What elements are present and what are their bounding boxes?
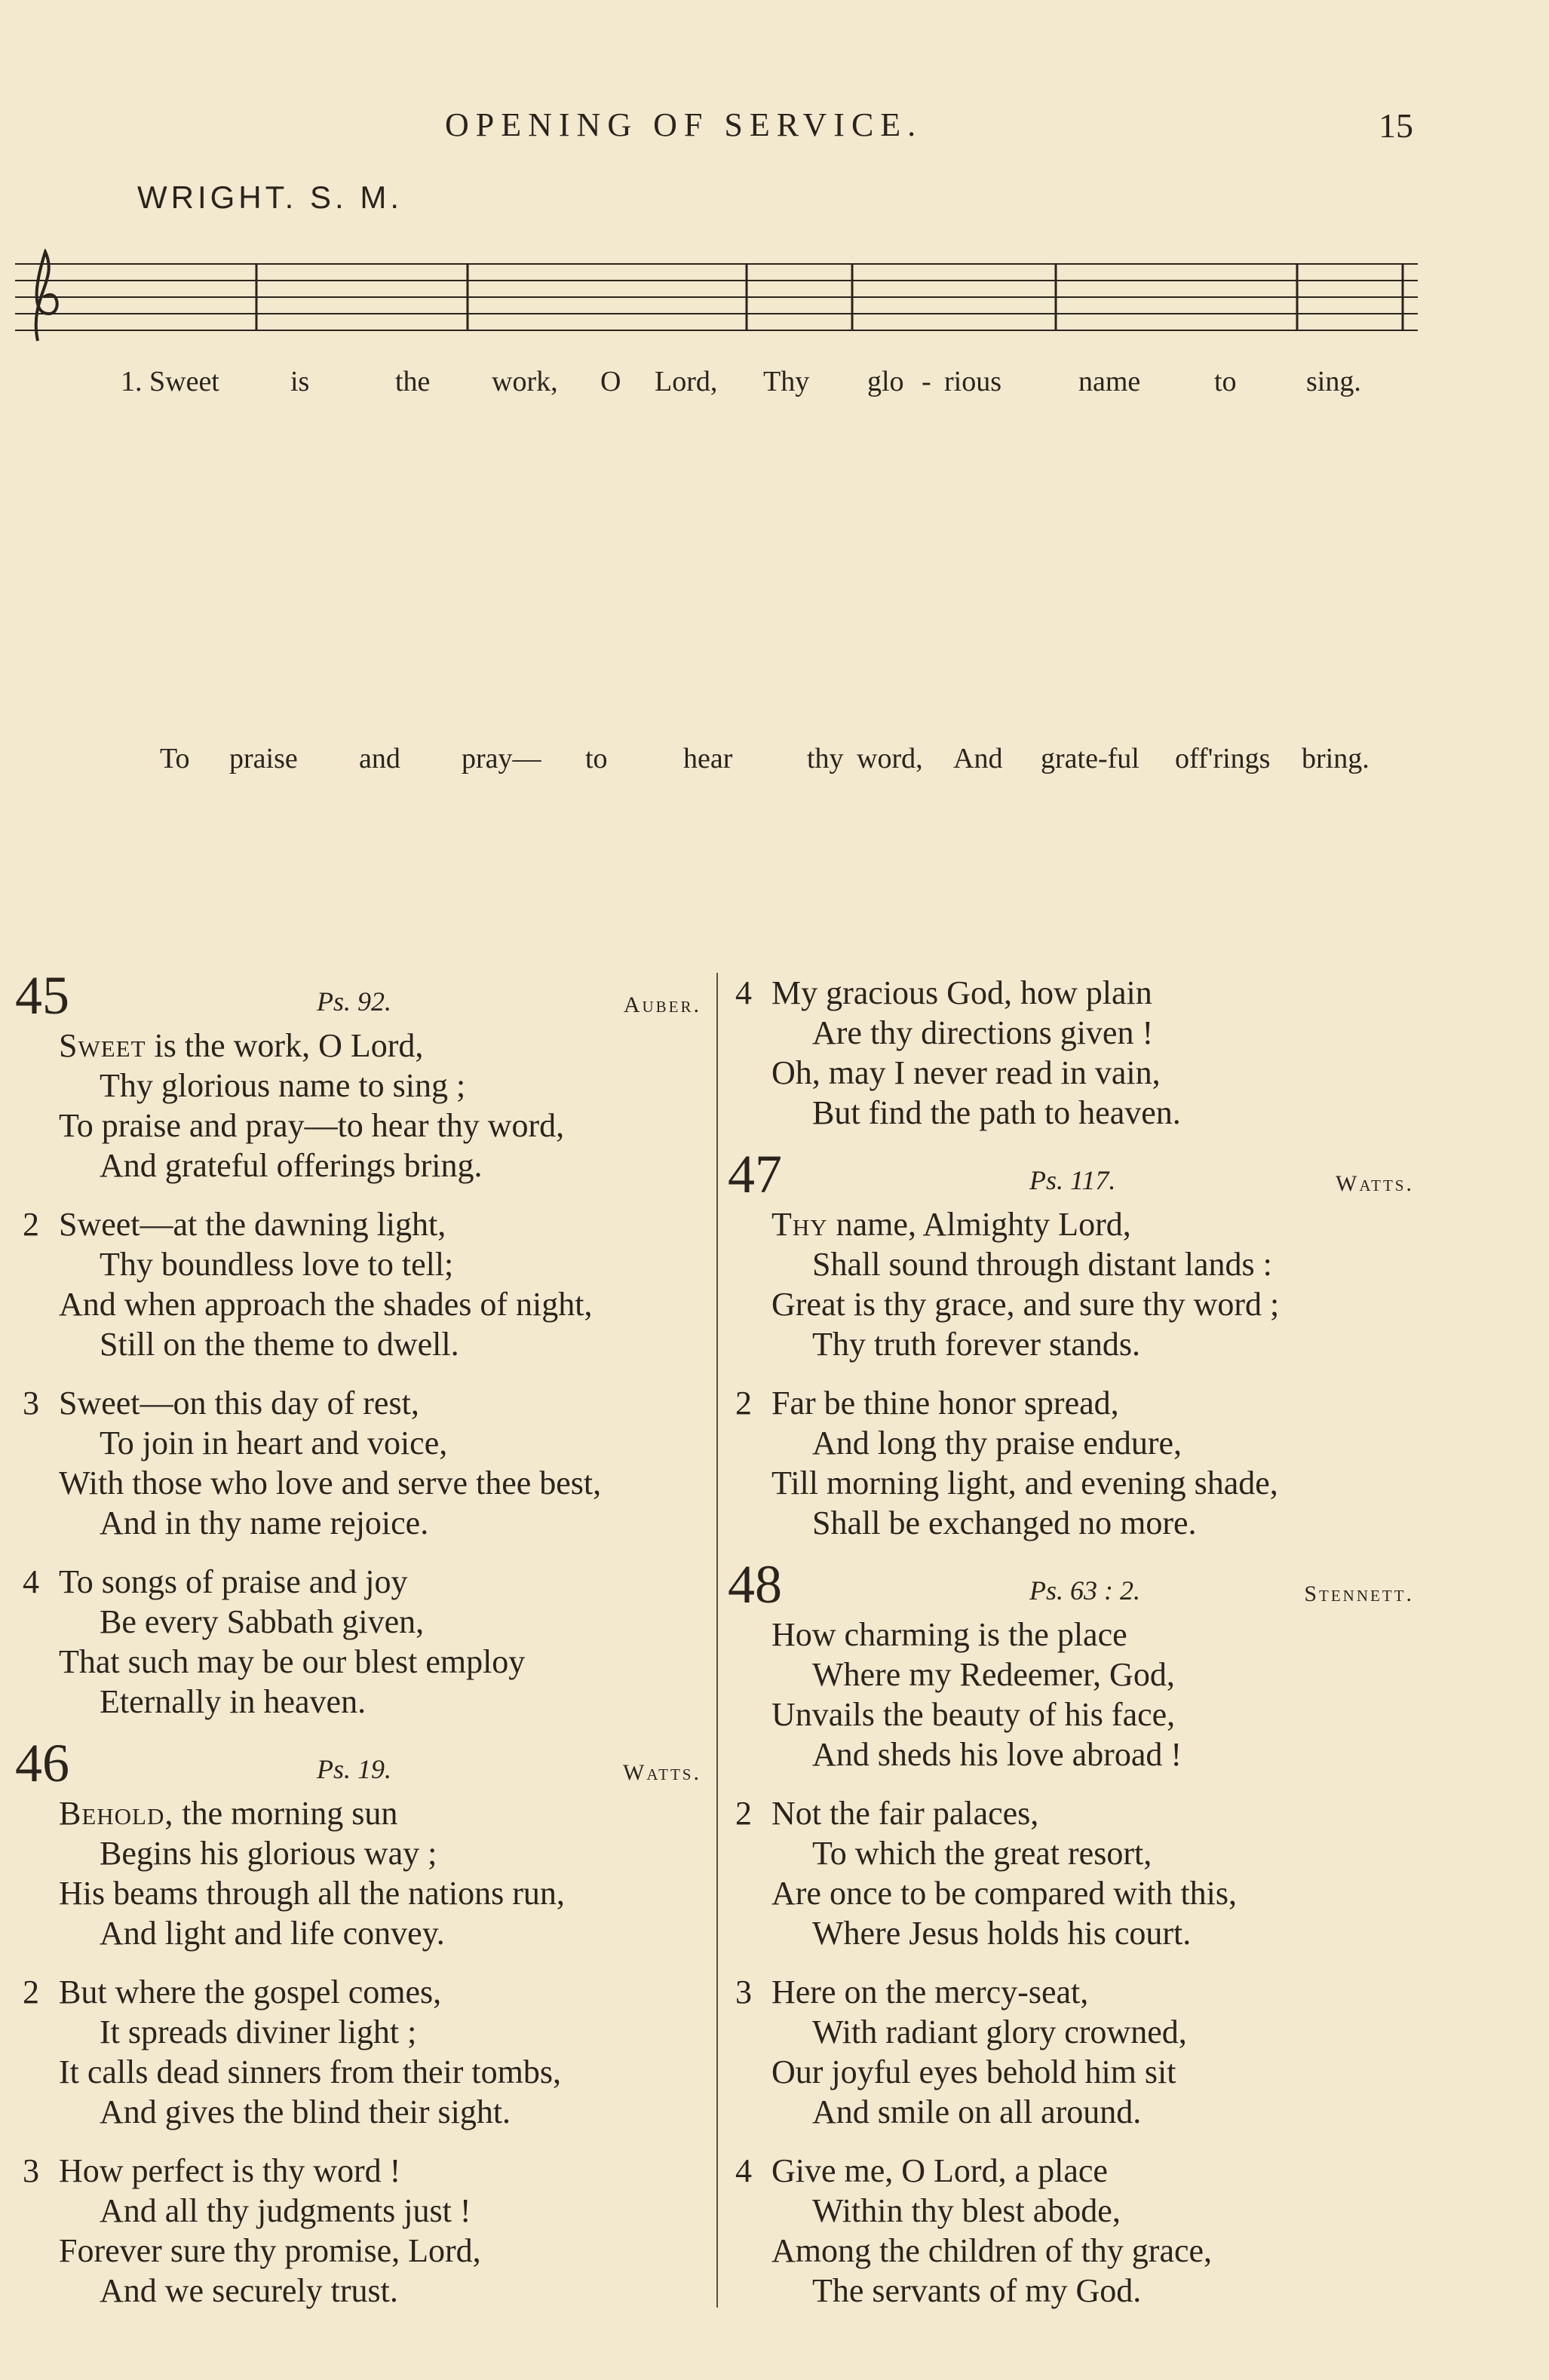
line-text: Thy glorious name to sing ; bbox=[100, 1067, 466, 1104]
hymn-author: Auber. bbox=[623, 992, 701, 1017]
hymn-number: 46 bbox=[15, 1733, 69, 1793]
hymn-line bbox=[23, 1324, 701, 1364]
line-text: Oh, may I never read in vain, bbox=[771, 1054, 1161, 1091]
hymn-line bbox=[23, 1146, 701, 1185]
stanza bbox=[735, 1793, 1414, 1953]
line-text: Among the children of thy grace, bbox=[771, 2232, 1213, 2269]
line-text: To songs of praise and joy bbox=[59, 1563, 408, 1600]
hymn bbox=[735, 973, 1414, 1133]
line-text: With those who love and serve thee best, bbox=[59, 1464, 602, 1501]
lyric-lord: Lord, bbox=[655, 366, 718, 397]
stanza-number: 4 bbox=[735, 974, 752, 1011]
music-staves-1 bbox=[15, 249, 1425, 581]
line-text: Here on the mercy-seat, bbox=[771, 1974, 1089, 2010]
stanza bbox=[735, 1615, 1414, 1774]
hymn-line bbox=[23, 1204, 701, 1244]
line-text: To praise and pray—to hear thy word, bbox=[59, 1107, 565, 1144]
line-text: And gives the blind their sight. bbox=[100, 2093, 511, 2130]
stanza bbox=[735, 1383, 1414, 1543]
hymn-line bbox=[735, 1833, 1414, 1873]
hymn-line bbox=[735, 2012, 1414, 2052]
lyric-word: word, bbox=[857, 743, 923, 774]
line-text: Forever sure thy promise, Lord, bbox=[59, 2232, 481, 2269]
stanza bbox=[735, 2151, 1414, 2311]
line-text: Great is thy grace, and sure thy word ; bbox=[771, 1286, 1280, 1323]
lyric-and: and bbox=[359, 743, 400, 774]
hymn-line bbox=[23, 1383, 701, 1423]
hymn-line bbox=[23, 1833, 701, 1873]
hymn-header bbox=[15, 1733, 701, 1793]
line-text: And sheds his love abroad ! bbox=[812, 1736, 1182, 1773]
hymn bbox=[728, 1144, 1414, 1543]
hymn-line bbox=[735, 1204, 1414, 1244]
lyric-the: the bbox=[395, 366, 431, 397]
stanza-number: 2 bbox=[735, 1795, 752, 1832]
line-text: Be every Sabbath given, bbox=[100, 1603, 425, 1640]
stanza-number: 3 bbox=[735, 1974, 752, 2010]
stanza-number: 2 bbox=[23, 1206, 39, 1243]
hymn-line bbox=[735, 1244, 1414, 1284]
hymn-line bbox=[23, 2191, 701, 2231]
stanza bbox=[23, 1204, 701, 1364]
line-text: Thy boundless love to tell; bbox=[100, 1246, 454, 1283]
hymn-column-right bbox=[728, 973, 1414, 2329]
hymn-line bbox=[735, 1383, 1414, 1423]
hymn-line bbox=[23, 1503, 701, 1543]
hymn-line bbox=[23, 2092, 701, 2132]
stanza-number: 3 bbox=[23, 1385, 39, 1422]
hymn-line bbox=[23, 1244, 701, 1284]
line-text: Till morning light, and evening shade, bbox=[771, 1464, 1278, 1501]
hymn-line bbox=[23, 2231, 701, 2271]
stanza bbox=[735, 1204, 1414, 1364]
lyric-offrings: off'rings bbox=[1175, 743, 1271, 774]
line-text: And light and life convey. bbox=[100, 1915, 445, 1952]
hymn-psalm: Ps. 117. bbox=[1029, 1165, 1116, 1195]
hymn bbox=[15, 965, 701, 1722]
lyric-name: name bbox=[1078, 366, 1141, 397]
lyric-pray: pray— bbox=[462, 743, 541, 774]
hymn-line bbox=[23, 1913, 701, 1953]
stanza bbox=[735, 1972, 1414, 2132]
hymn-line bbox=[23, 1873, 701, 1913]
running-head: OPENING OF SERVICE. bbox=[445, 106, 923, 143]
stanza bbox=[23, 2151, 701, 2311]
hymn-header bbox=[728, 1144, 1414, 1204]
hymn-line bbox=[735, 1873, 1414, 1913]
hymn-psalm: Ps. 92. bbox=[317, 986, 391, 1017]
hymn-line bbox=[735, 1615, 1414, 1655]
page-header bbox=[0, 106, 1549, 151]
line-text: How perfect is thy word ! bbox=[59, 2152, 401, 2189]
hymn-line bbox=[735, 2092, 1414, 2132]
lyric-o: O bbox=[600, 366, 621, 397]
line-text: Where Jesus holds his court. bbox=[812, 1915, 1192, 1952]
stanza-number: 3 bbox=[23, 2152, 39, 2189]
hymn-line bbox=[23, 1284, 701, 1324]
hymn-line bbox=[735, 2231, 1414, 2271]
column-divider bbox=[716, 973, 718, 2308]
line-text: But find the path to heaven. bbox=[812, 1094, 1181, 1131]
line-text: Are thy directions given ! bbox=[812, 1014, 1154, 1051]
line-text: Not the fair palaces, bbox=[771, 1795, 1039, 1832]
hymn bbox=[728, 1554, 1414, 2311]
hymn-line bbox=[735, 1972, 1414, 2012]
hymn-line bbox=[23, 1793, 701, 1833]
hymn-author: Stennett. bbox=[1304, 1581, 1414, 1606]
hymn-line bbox=[735, 2191, 1414, 2231]
stanza bbox=[23, 1793, 701, 1953]
line-text: the morning sun bbox=[173, 1795, 398, 1832]
line-text: To join in heart and voice, bbox=[100, 1425, 448, 1461]
line-text: Shall be exchanged no more. bbox=[812, 1504, 1197, 1541]
hymn-number: 47 bbox=[728, 1144, 782, 1204]
stanza bbox=[23, 1026, 701, 1185]
lyric-and-2: And bbox=[953, 743, 1003, 774]
line-text: Where my Redeemer, God, bbox=[812, 1656, 1175, 1693]
hymn-line bbox=[23, 1642, 701, 1682]
hymn-line bbox=[735, 1655, 1414, 1695]
hymn-line bbox=[735, 1913, 1414, 1953]
line-text: And grateful offerings bring. bbox=[100, 1147, 483, 1184]
hymn-line bbox=[23, 2012, 701, 2052]
hymn-line bbox=[23, 1682, 701, 1722]
hymn-line bbox=[735, 1734, 1414, 1774]
stanza-number: 4 bbox=[735, 2152, 752, 2189]
lyric-thy-word: thy bbox=[807, 743, 844, 774]
hymn-line bbox=[735, 2151, 1414, 2191]
line-text: Unvails the beauty of his face, bbox=[771, 1696, 1176, 1733]
line-text: Far be thine honor spread, bbox=[771, 1385, 1119, 1422]
hymn-line bbox=[23, 1972, 701, 2012]
hymn-line bbox=[735, 1053, 1414, 1093]
line-text: And when approach the shades of night, bbox=[59, 1286, 593, 1323]
line-text: Thy truth forever stands. bbox=[812, 1326, 1140, 1363]
line-text: Still on the theme to dwell. bbox=[100, 1326, 459, 1363]
line-text: Within thy blest abode, bbox=[812, 2192, 1121, 2229]
line-text: Our joyful eyes behold him sit bbox=[771, 2053, 1176, 2090]
line-text: And smile on all around. bbox=[812, 2093, 1142, 2130]
line-text: And in thy name rejoice. bbox=[100, 1504, 429, 1541]
page-number: 15 bbox=[1379, 106, 1413, 145]
line-text: Are once to be compared with this, bbox=[771, 1875, 1238, 1912]
hymn-author: Watts. bbox=[623, 1760, 701, 1785]
line-text: And all thy judgments just ! bbox=[100, 2192, 471, 2229]
hymn-line bbox=[23, 2052, 701, 2092]
hymn-line bbox=[735, 1284, 1414, 1324]
stanza bbox=[23, 1383, 701, 1543]
hymn-line bbox=[23, 1463, 701, 1503]
first-word: Thy bbox=[771, 1206, 828, 1243]
lyric-hear: hear bbox=[683, 743, 733, 774]
hymn-line bbox=[23, 1106, 701, 1146]
music-system-1 bbox=[15, 249, 1425, 581]
hymn-line bbox=[23, 1602, 701, 1642]
hymn-line bbox=[23, 1066, 701, 1106]
tune-title: WRIGHT. S. M. bbox=[137, 179, 403, 215]
hymn-line bbox=[23, 1423, 701, 1463]
lyric-is: is bbox=[290, 366, 310, 397]
line-text: With radiant glory crowned, bbox=[812, 2013, 1187, 2050]
line-text: name, Almighty Lord, bbox=[827, 1206, 1131, 1243]
stanza-number: 2 bbox=[23, 1974, 39, 2010]
hymn-line bbox=[23, 2151, 701, 2191]
hymn-line bbox=[23, 1562, 701, 1602]
line-text: How charming is the place bbox=[771, 1616, 1127, 1653]
line-text: It spreads diviner light ; bbox=[100, 2013, 417, 2050]
hymn-line bbox=[735, 1013, 1414, 1053]
stanza bbox=[735, 973, 1414, 1133]
lyric-thy: Thy bbox=[763, 366, 810, 397]
line-text: Sweet—on this day of rest, bbox=[59, 1385, 419, 1422]
line-text: That such may be our blest employ bbox=[59, 1643, 526, 1680]
first-word: Sweet bbox=[59, 1027, 146, 1064]
hymn-line bbox=[735, 1423, 1414, 1463]
lyric-sing: sing. bbox=[1306, 366, 1361, 397]
hymn-author: Watts. bbox=[1336, 1171, 1414, 1196]
stanza bbox=[23, 1562, 701, 1722]
hymn bbox=[15, 1733, 701, 2311]
line-text: The servants of my God. bbox=[812, 2272, 1142, 2309]
line-text: Shall sound through distant lands : bbox=[812, 1246, 1272, 1283]
hymn-line bbox=[23, 2271, 701, 2311]
hymn-number: 48 bbox=[728, 1554, 782, 1615]
stanza-number: 2 bbox=[735, 1385, 752, 1422]
lyric-praise: praise bbox=[229, 743, 298, 774]
line-text: Eternally in heaven. bbox=[100, 1683, 367, 1720]
hymn-line bbox=[735, 2271, 1414, 2311]
lyric-sweet: 1. Sweet bbox=[121, 366, 219, 397]
hymn-header bbox=[728, 1554, 1414, 1615]
lyric-to-praise: To bbox=[160, 743, 190, 774]
hymn-number: 45 bbox=[15, 965, 69, 1026]
lyric-grateful: grate-ful bbox=[1041, 743, 1140, 774]
line-text: Give me, O Lord, a place bbox=[771, 2152, 1108, 2189]
hymn-line bbox=[735, 1695, 1414, 1734]
line-text: His beams through all the nations run, bbox=[59, 1875, 565, 1912]
line-text: To which the great resort, bbox=[812, 1835, 1152, 1872]
line-text: My gracious God, how plain bbox=[771, 974, 1152, 1011]
line-text: And long thy praise endure, bbox=[812, 1425, 1182, 1461]
hymn-line bbox=[23, 1026, 701, 1066]
hymn-psalm: Ps. 63 : 2. bbox=[1029, 1575, 1140, 1606]
lyric-to-hear: to bbox=[585, 743, 608, 774]
hymn-line bbox=[735, 1324, 1414, 1364]
stanza-number: 4 bbox=[23, 1563, 39, 1600]
hymn-column-left bbox=[15, 965, 701, 2329]
line-text: Sweet—at the dawning light, bbox=[59, 1206, 446, 1243]
lyric-to: to bbox=[1214, 366, 1237, 397]
lyric-glo: glo bbox=[867, 366, 904, 397]
line-text: It calls dead sinners from their tombs, bbox=[59, 2053, 561, 2090]
hymn-line bbox=[735, 1463, 1414, 1503]
hymn-header bbox=[15, 965, 701, 1026]
line-text: And we securely trust. bbox=[100, 2272, 398, 2309]
lyric-hyphen: - bbox=[922, 366, 931, 397]
hymn-line bbox=[735, 973, 1414, 1013]
lyric-work: work, bbox=[492, 366, 558, 397]
line-text: Begins his glorious way ; bbox=[100, 1835, 437, 1872]
line-text: is the work, O Lord, bbox=[146, 1027, 424, 1064]
hymn-line bbox=[735, 1503, 1414, 1543]
lyric-bring: bring. bbox=[1302, 743, 1370, 774]
hymn-line bbox=[735, 1093, 1414, 1133]
hymn-line bbox=[735, 2052, 1414, 2092]
stanza bbox=[23, 1972, 701, 2132]
hymn-psalm: Ps. 19. bbox=[317, 1754, 391, 1784]
hymn-line bbox=[735, 1793, 1414, 1833]
line-text: But where the gospel comes, bbox=[59, 1974, 442, 2010]
first-word: Behold, bbox=[59, 1795, 174, 1832]
lyric-rious: rious bbox=[944, 366, 1001, 397]
